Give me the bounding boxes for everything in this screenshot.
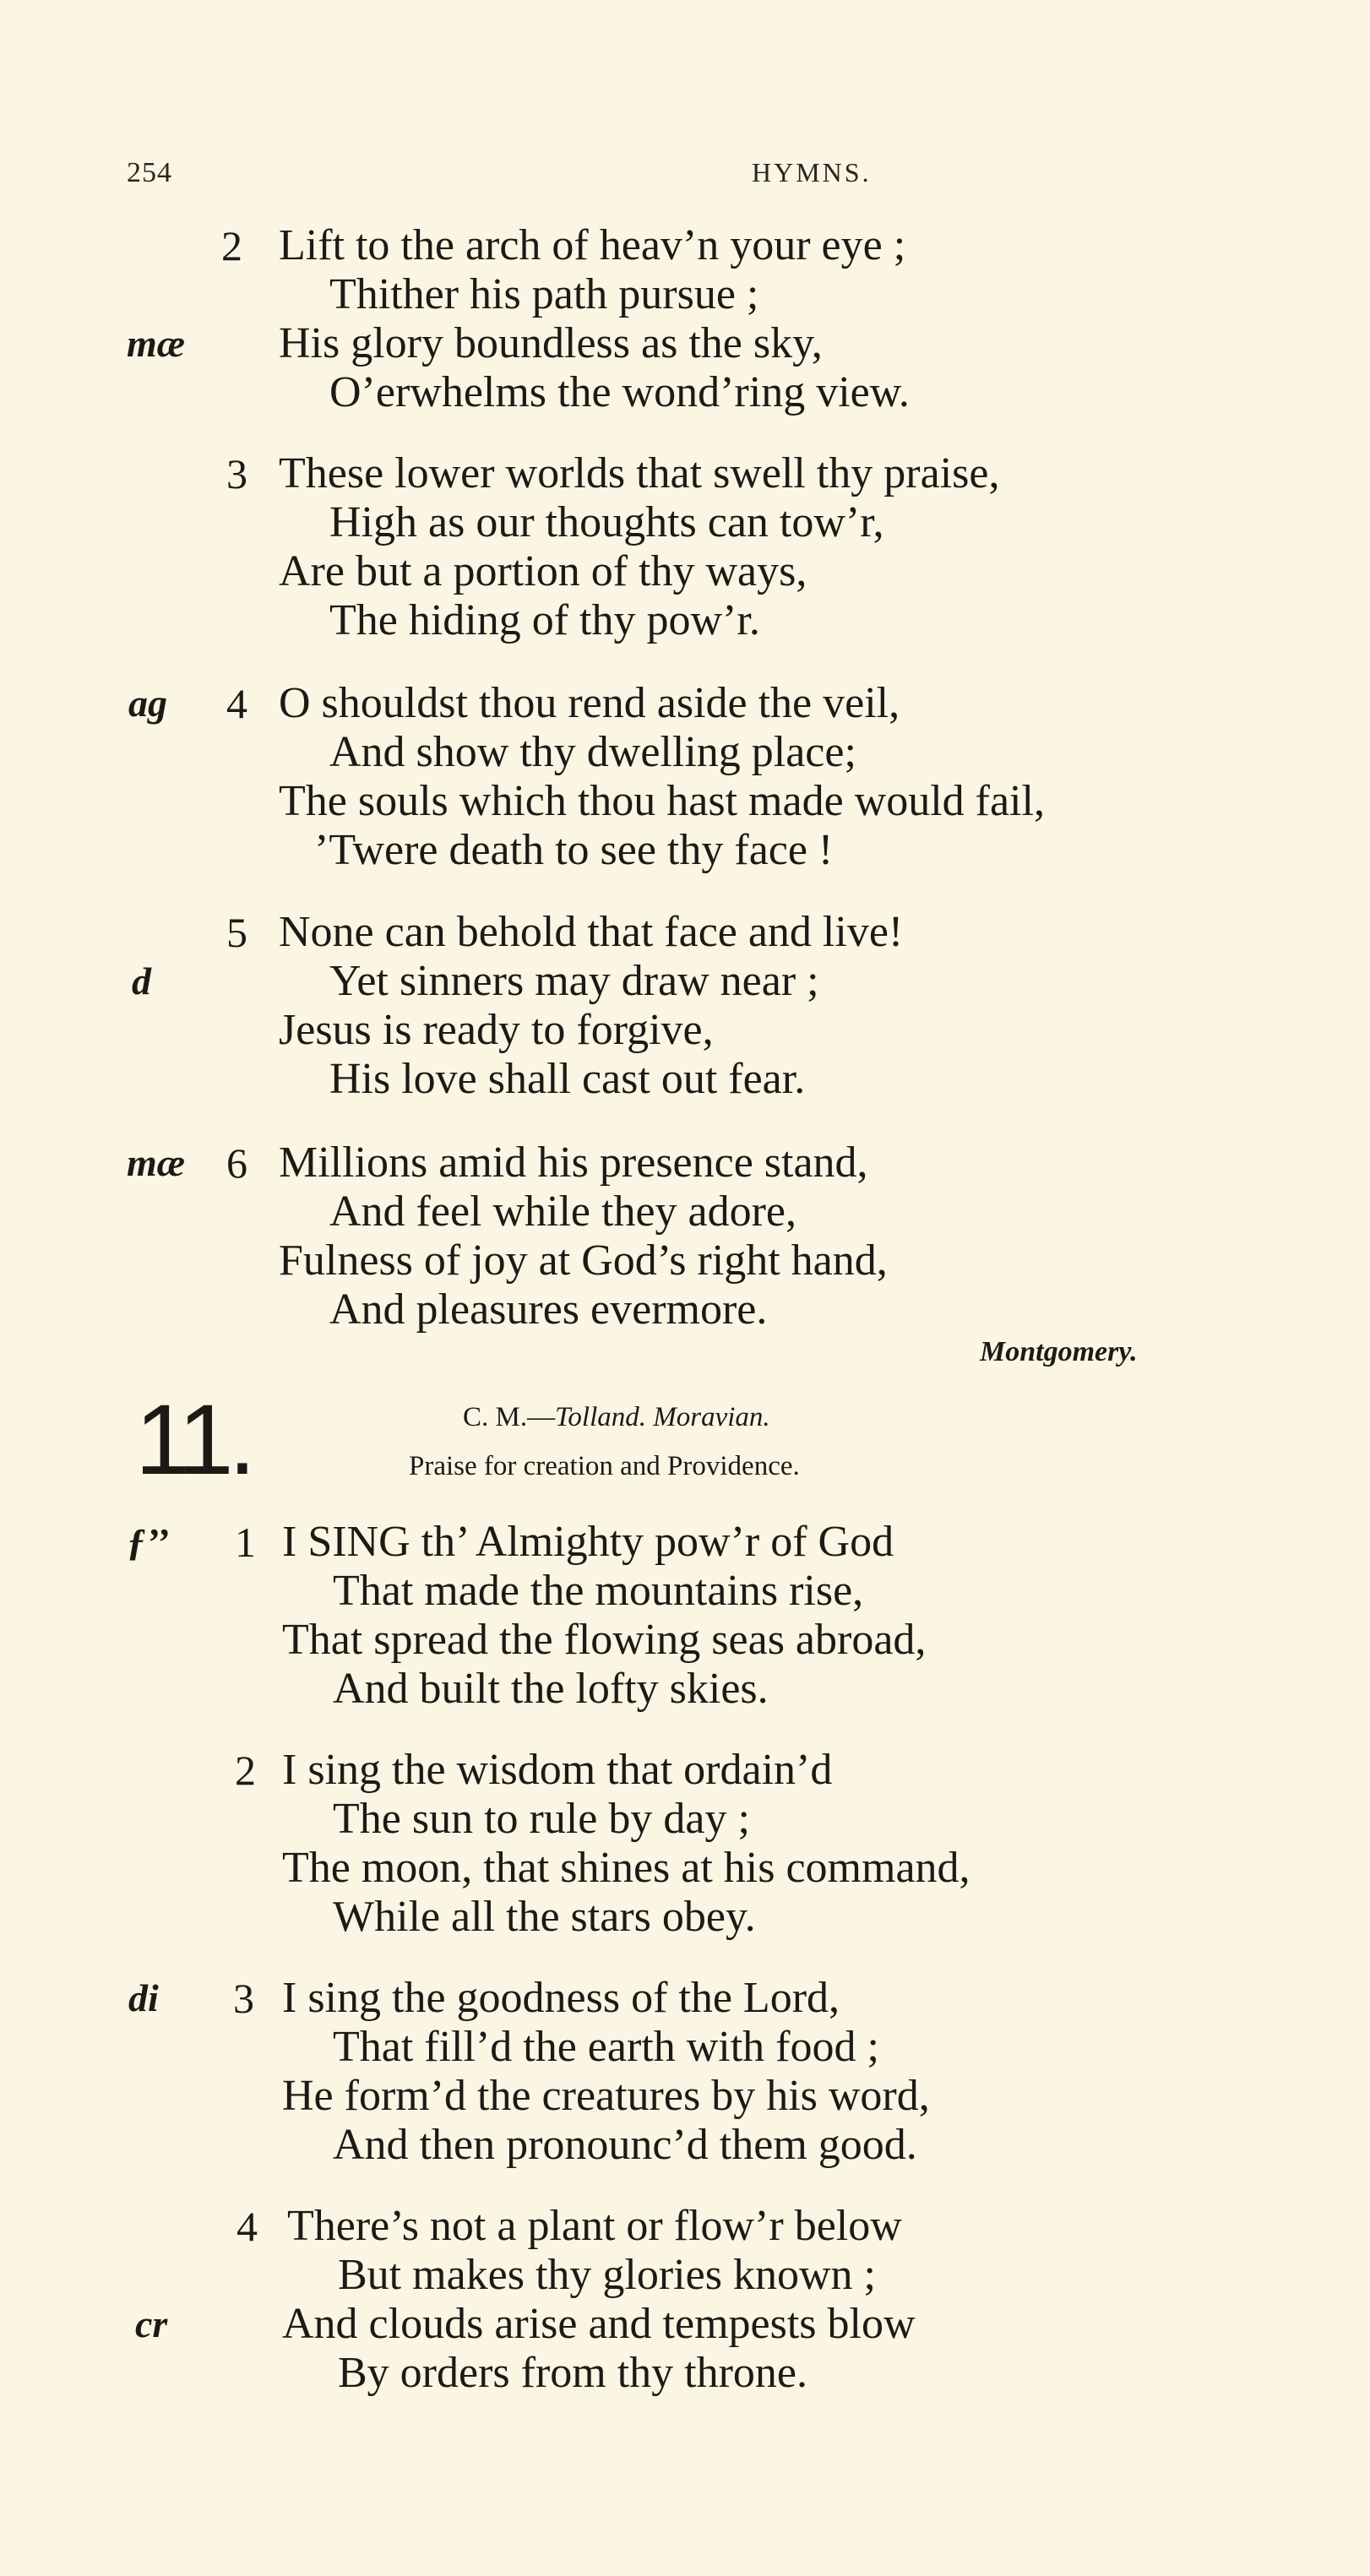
verse-line: O shouldst thou rend aside the veil, (279, 679, 900, 727)
hymn-subject: Praise for creation and Providence. (409, 1451, 800, 1481)
verse-line: I SING th’ Almighty pow’r of God (282, 1518, 894, 1566)
verse-line: And show thy dwelling place; (329, 728, 856, 776)
dynamic-mark: ag (128, 682, 167, 725)
stanza-number: 6 (226, 1139, 247, 1187)
page-number: 254 (127, 157, 172, 188)
dynamic-mark: mæ (127, 1141, 185, 1184)
verse-line: I sing the wisdom that ordain’d (282, 1746, 833, 1794)
verse-line: He form’d the creatures by his word, (282, 2072, 930, 2120)
verse-line: ’Twere death to see thy face ! (314, 826, 834, 874)
verse-line: The hiding of thy pow’r. (329, 596, 760, 644)
verse-line: The souls which thou hast made would fail, (279, 777, 1045, 825)
dynamic-mark: di (128, 1976, 159, 2019)
verse-line: The sun to rule by day ; (333, 1795, 750, 1843)
stanza-number: 1 (235, 1519, 256, 1566)
stanza-number: 2 (221, 222, 242, 269)
verse-line: By orders from thy throne. (338, 2349, 808, 2397)
stanza-number: 3 (233, 1975, 254, 2022)
verse-line: O’erwhelms the wond’ring view. (329, 368, 910, 416)
verse-line: That fill’d the earth with food ; (333, 2023, 879, 2071)
dynamic-mark: ƒ’’ (127, 1520, 170, 1563)
verse-line: His glory boundless as the sky, (279, 319, 823, 367)
verse-line: And then pronounc’d them good. (333, 2121, 917, 2169)
verse-line: And built the lofty skies. (333, 1665, 769, 1713)
verse-line: Are but a portion of thy ways, (279, 547, 807, 595)
page-header (127, 157, 1225, 191)
dynamic-mark: d (132, 959, 151, 1003)
verse-line: That made the mountains rise, (333, 1567, 864, 1615)
author-attribution: Montgomery. (980, 1336, 1138, 1367)
verse-line: His love shall cast out fear. (329, 1055, 806, 1103)
verse-line: I sing the goodness of the Lord, (282, 1974, 840, 2022)
dynamic-mark: mæ (127, 322, 185, 365)
verse-line: While all the stars obey. (333, 1893, 756, 1941)
hymn-number: 11. (135, 1384, 252, 1496)
running-head: HYMNS. (752, 157, 872, 187)
verse-line: The moon, that shines at his command, (282, 1844, 970, 1892)
verse-line: Lift to the arch of heav’n your eye ; (279, 221, 906, 269)
hymn-tune: Tolland. Moravian. (555, 1402, 770, 1432)
stanza-number: 4 (236, 2203, 258, 2250)
verse-line: Thither his path pursue ; (329, 270, 759, 318)
verse-line: There’s not a plant or flow’r below (287, 2202, 902, 2250)
verse-line: But makes thy glories known ; (338, 2251, 876, 2299)
verse-line: These lower worlds that swell thy praise, (279, 449, 1000, 497)
hymn-meter-tune (463, 1402, 770, 1433)
verse-line: Yet sinners may draw near ; (329, 957, 819, 1005)
verse-line: High as our thoughts can tow’r, (329, 498, 884, 546)
verse-line: And clouds arise and tempests blow (282, 2300, 916, 2348)
verse-line: That spread the flowing seas abroad, (282, 1616, 927, 1664)
verse-line: Fulness of joy at God’s right hand, (279, 1236, 888, 1285)
verse-line: Jesus is ready to forgive, (279, 1006, 714, 1054)
verse-line: Millions amid his presence stand, (279, 1139, 868, 1187)
stanza-number: 2 (235, 1747, 256, 1794)
stanza-number: 3 (226, 450, 247, 497)
dynamic-mark: cr (135, 2302, 168, 2345)
verse-line: And feel while they adore, (329, 1187, 797, 1236)
stanza-number: 5 (226, 909, 247, 956)
verse-line: None can behold that face and live! (279, 908, 904, 956)
verse-line: And pleasures evermore. (329, 1285, 768, 1334)
stanza-number: 4 (226, 680, 247, 727)
hymn-meter: C. M.— (463, 1402, 556, 1432)
